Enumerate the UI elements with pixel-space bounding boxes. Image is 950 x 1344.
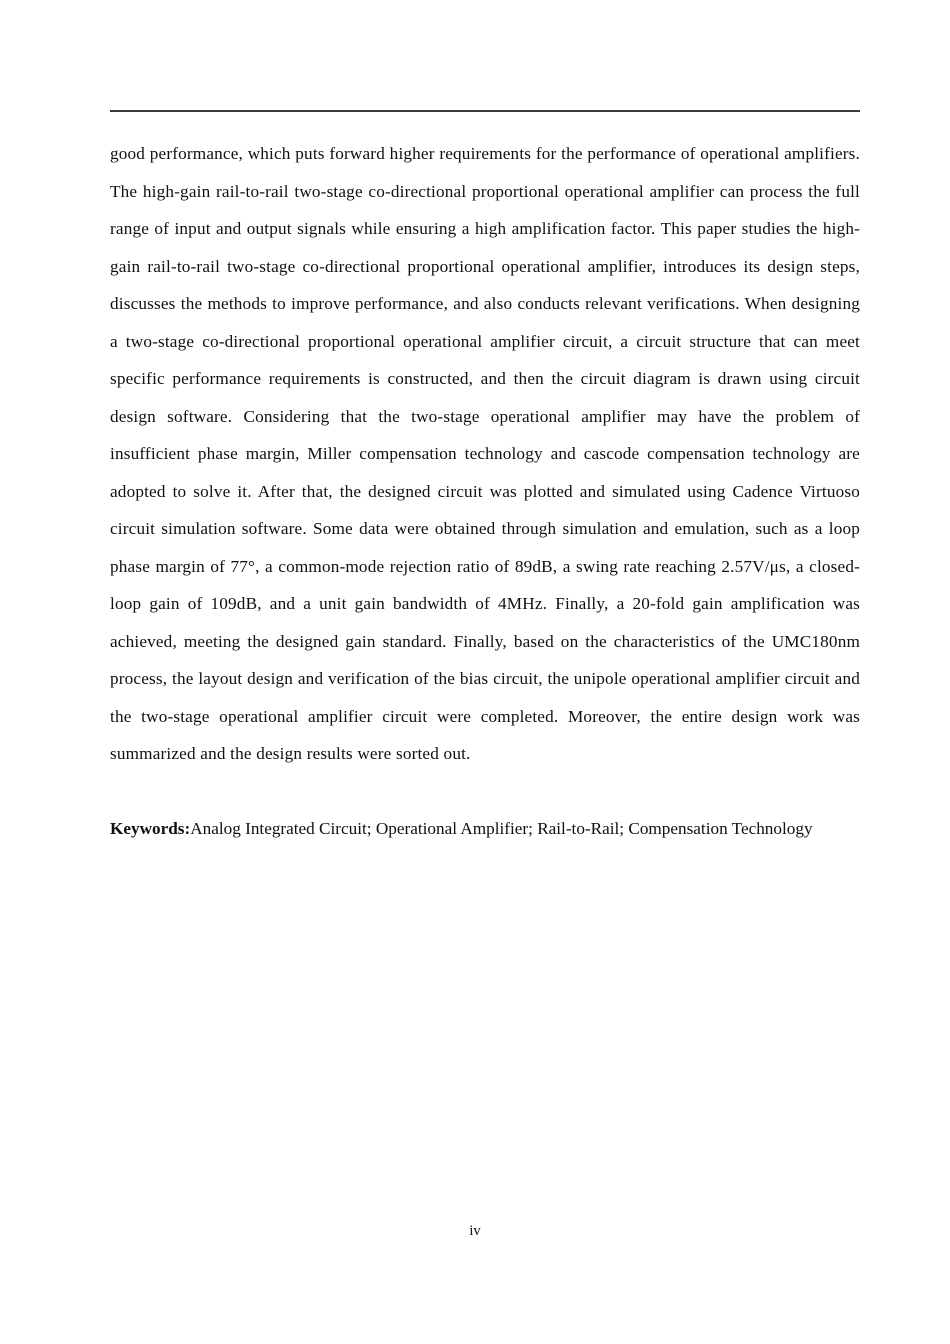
keywords-value: Analog Integrated Circuit; Operational Amplifier; Rail-to-Rail; Compensation Technology — [190, 818, 813, 838]
keywords-label: Keywords: — [110, 818, 191, 838]
page-number-footer: iv — [469, 1223, 481, 1239]
abstract-body-text: good performance, which puts forward higher requirements for the performance of operational amplifiers. The high-gain rail-to-rail two-stage co-directional proportional operational amplifier can process the full range of input and output signals while ensuring a high amplification factor. This paper studies the high-gain rail-to-rail two-stage co-directional proportional operational amplifier, introduces its design steps, discusses the methods to improve performance, and also conducts relevant verifications. When designing a two-stage co-directional proportional operational amplifier circuit, a circuit structure that can meet specific performance requirements is constructed, and then the circuit diagram is drawn using circuit design software. Considering that the two-stage operational amplifier may have the problem of insufficient phase margin, Miller compensation technology and cascode compensation technology are adopted to solve it. After that, the designed circuit was plotted and simulated using Cadence Virtuoso circuit simulation software. Some data were obtained through simulation and emulation, such as a loop phase margin of 77°, a common-mode rejection ratio of 89dB, a swing rate reaching 2.57V/μs, a closed-loop gain of 109dB, and a unit gain bandwidth of 4MHz. Finally, a 20-fold gain amplification was achieved, meeting the designed gain standard. Finally, based on the characteristics of the UMC180nm process, the layout design and verification of the bias circuit, the unipole operational amplifier circuit and the two-stage operational amplifier circuit were completed. Moreover, the entire design work was summarized and the design results were sorted out. — [110, 144, 860, 763]
keywords-paragraph — [110, 810, 906, 848]
page-content — [110, 110, 860, 847]
